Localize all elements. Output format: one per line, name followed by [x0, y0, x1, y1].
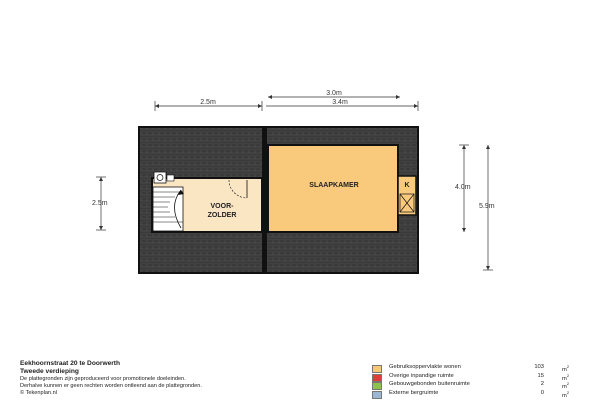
dimension-left — [92, 177, 108, 230]
legend-value: 103 — [534, 364, 544, 370]
legend-value: 0 — [540, 389, 544, 396]
legend-row — [372, 364, 582, 373]
legend-value: 2 — [540, 381, 544, 387]
legend-unit: $m^2$ — [562, 372, 570, 382]
dim-label-top-left: 2.5m — [200, 99, 216, 106]
dimension-right-outer — [479, 145, 495, 270]
dim-label-left: 2.5m — [92, 200, 108, 207]
room-label-slaapkamer: SLAAPKAMER — [309, 182, 359, 189]
legend-value: 15 — [537, 372, 544, 379]
dimension-right-inner — [455, 145, 471, 232]
dim-label-right-inner: 4.0m — [455, 184, 471, 191]
dimension-top-inner — [268, 90, 400, 99]
dim-label-top-outer: 3.4m — [332, 99, 348, 106]
legend-unit: $m^2$ — [562, 381, 570, 390]
dim-label-top-inner: 3.0m — [326, 90, 342, 97]
dimension-top-left — [155, 99, 262, 111]
floor-title: Tweede verdieping — [20, 368, 79, 375]
legend-label: Gebouwgebonden buitenruimte — [389, 381, 470, 387]
area-legend — [372, 364, 582, 398]
disclaimer-line-2: Derhalve kunnen er geen rechten worden ontleend aan de plattegronden. — [20, 383, 202, 389]
dim-label-right-outer: 5.9m — [479, 203, 495, 210]
legend-unit: $m^2$ — [562, 389, 570, 399]
room-label-voorzolder-2: ZOLDER — [207, 212, 237, 219]
cabinet-label: K — [404, 182, 410, 189]
legend-row — [372, 381, 582, 390]
legend-label: Overige inpandige ruimte — [389, 372, 454, 379]
disclaimer-line-1: De plattegronden zijn geproduceerd voor promotionele doeleinden. — [20, 376, 186, 382]
plan-footer — [20, 360, 280, 397]
legend-label: Externe bergruimte — [389, 389, 439, 396]
legend-swatch — [372, 391, 382, 399]
dimension-top-outer — [266, 99, 418, 111]
room-label-voorzolder-1: VOOR- — [210, 203, 234, 210]
address-title: Eekhoornstraat 20 te Doorwerth — [20, 360, 121, 367]
legend-label: Gebruiksoppervlakte wonen — [389, 364, 461, 370]
copyright: © Tekenplan.nl — [20, 390, 57, 396]
legend-unit: $m^2$ — [562, 364, 570, 373]
legend-row — [372, 390, 582, 399]
staircase — [153, 187, 184, 231]
legend-row — [372, 373, 582, 382]
